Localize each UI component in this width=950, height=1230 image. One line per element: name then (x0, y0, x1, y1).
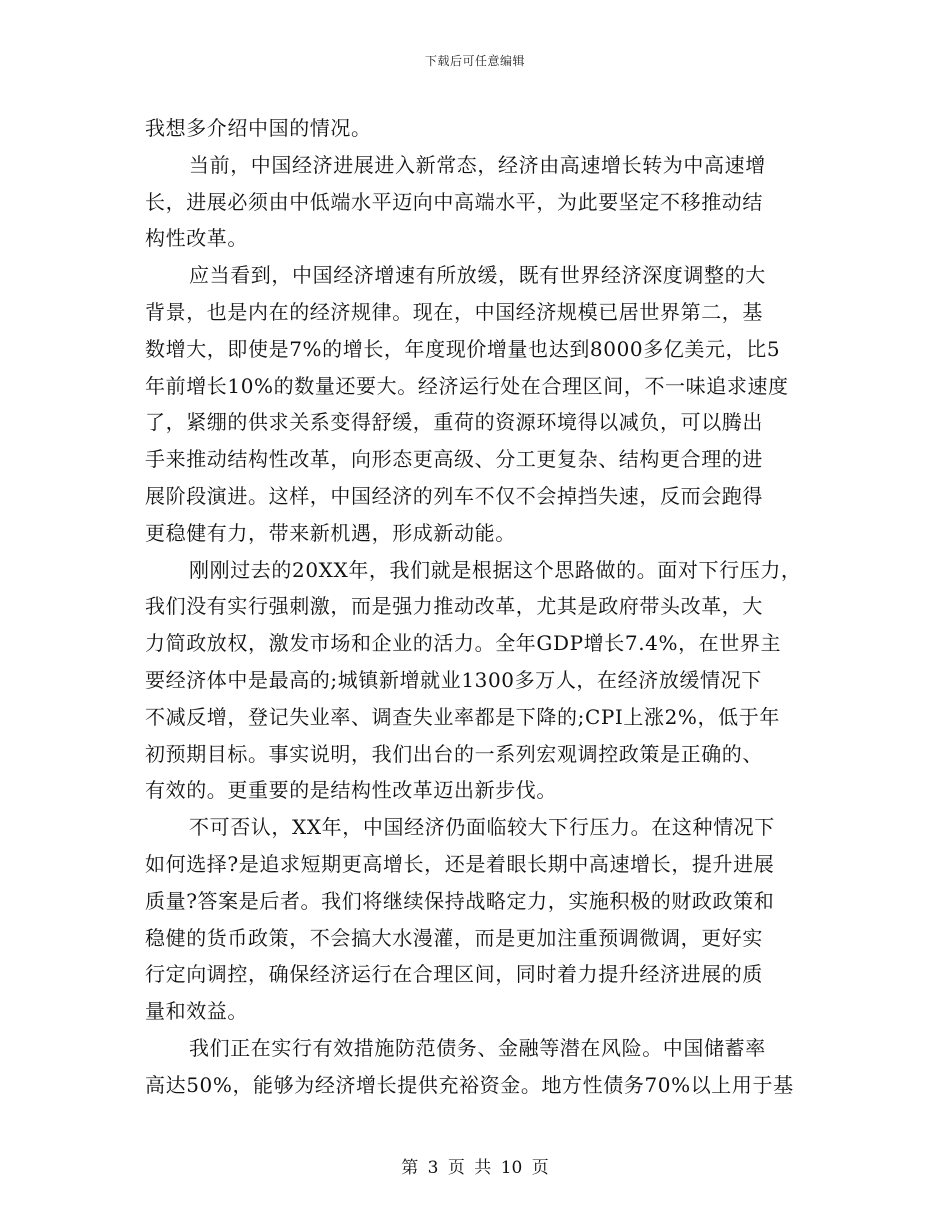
paragraph-first-line: 不可否认，XX年，中国经济仍面临较大下行压力。在这种情况下 (189, 815, 775, 840)
paragraph-first-line: 应当看到，中国经济增速有所放缓，既有世界经济深度调整的大 (189, 263, 766, 288)
text-line: 要经济体中是最高的;城镇新增就业1300多万人，在经济放缓情况下 (145, 667, 762, 692)
text-line: 稳健的货币政策，不会搞大水漫灌，而是更加注重预调微调，更好实 (145, 925, 763, 950)
text-line: 有效的。更重要的是结构性改革迈出新步伐。 (145, 778, 557, 803)
text-line: 长，进展必须由中低端水平迈向中高端水平，为此要坚定不移推动结 (145, 189, 763, 214)
text-line: 如何选择?是追求短期更高增长，还是着眼长期中高速增长，提升进展 (145, 851, 775, 876)
text-line: 高达50%，能够为经济增长提供充裕资金。地方性债务70%以上用于基 (145, 1072, 794, 1097)
text-line: 初预期目标。事实说明，我们出台的一系列宏观调控政策是正确的、 (145, 741, 763, 766)
text-line: 了，紧绷的供求关系变得舒缓，重荷的资源环境得以减负，可以腾出 (145, 410, 763, 435)
document-body (145, 110, 820, 1104)
text-line: 我想多介绍中国的情况。 (145, 116, 372, 140)
text-line: 背景，也是内在的经济规律。现在，中国经济规模已居世界第二，基 (145, 299, 763, 324)
text-line: 量和效益。 (145, 999, 248, 1024)
text-line: 不减反增，登记失业率、调查失业率都是下降的;CPI上涨2%，低于年 (145, 704, 780, 729)
paragraph-first-line: 我们正在实行有效措施防范债务、金融等潜在风险。中国储蓄率 (189, 1035, 766, 1060)
text-line: 手来推动结构性改革，向形态更高级、分工更复杂、结构更合理的进 (145, 447, 763, 472)
text-line: 力简政放权，激发市场和企业的活力。全年GDP增长7.4%，在世界主 (145, 631, 782, 656)
paragraph-first-line: 刚刚过去的20XX年，我们就是根据这个思路做的。面对下行压力， (189, 557, 802, 582)
text-line: 数增大，即使是7%的增长，年度现价增量也达到8000多亿美元，比5 (145, 336, 781, 361)
text-line: 我们没有实行强刺激，而是强力推动改革，尤其是政府带头改革，大 (145, 594, 763, 619)
text-line: 年前增长10%的数量还要大。经济运行处在合理区间，不一味追求速度 (145, 373, 789, 398)
page-header: 下载后可任意编辑 (424, 54, 525, 68)
text-line: 行定向调控，确保经济运行在合理区间，同时着力提升经济进展的质 (145, 962, 763, 987)
text-line: 构性改革。 (145, 226, 248, 251)
page-number-footer: 第 3 页 共 10 页 (401, 1158, 549, 1178)
text-line: 质量?答案是后者。我们将继续保持战略定力，实施积极的财政政策和 (145, 888, 775, 913)
text-line: 展阶段演进。这样，中国经济的列车不仅不会掉挡失速，反而会跑得 (145, 483, 763, 508)
paragraph-first-line: 当前，中国经济进展进入新常态，经济由高速增长转为中高速增 (189, 152, 766, 177)
text-line: 更稳健有力，带来新机遇，形成新动能。 (145, 520, 516, 545)
